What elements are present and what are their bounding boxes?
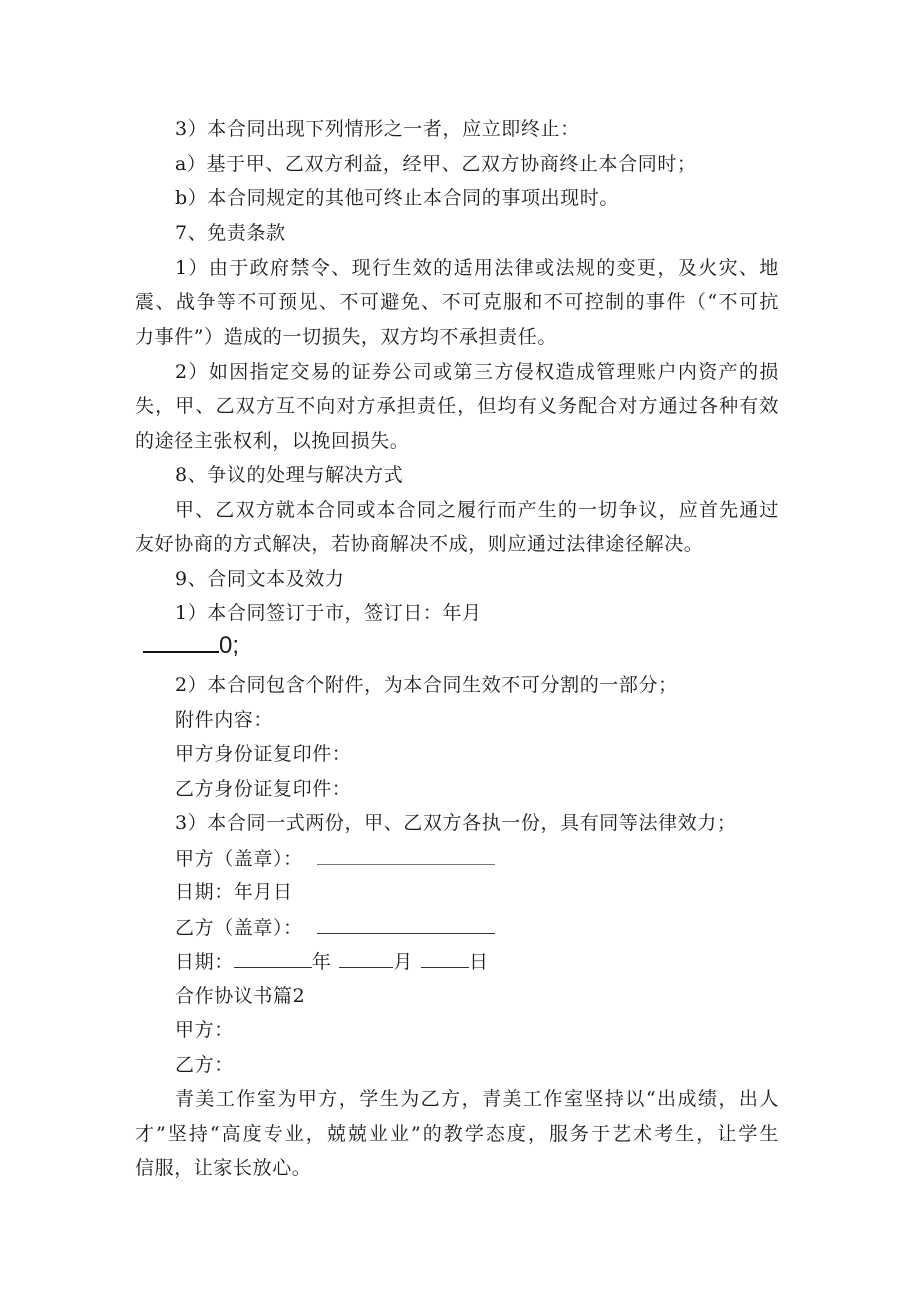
party-a-date: 日期：年月日 [175,881,293,903]
party-a-id-copy: 甲方身份证复印件： [175,743,352,765]
force-majeure-text-1: 1）由于政府禁令、现行生效的适用法律或法规的变更，及火灾、地 [175,257,779,279]
attachments-heading: 附件内容： [175,709,274,731]
studio-intro-line-2 [135,1122,779,1146]
year-label: 年 [311,951,332,973]
year-blank [234,949,312,968]
party-b-seal-line [175,915,495,940]
section-8-heading: 8、争议的处理与解决方式 [175,464,404,486]
termination-item-b: b）本合同规定的其他可终止本合同的事项出现时。 [175,187,619,209]
party-a-seal-line [175,846,495,871]
blank-underline [143,633,219,653]
day-label: 日 [469,951,489,973]
third-party-line-2 [135,394,779,418]
force-majeure-line-2 [135,290,779,314]
studio-intro-text-2: 才”坚持“高度专业，兢兢业业”的教学态度，服务于艺术考生，让学生 [135,1123,779,1145]
party-a-label: 甲方： [175,1019,234,1041]
party-b-label: 乙方： [175,1054,234,1076]
month-label: 月 [393,951,414,973]
party-a-seal-label: 甲方（盖章）： [175,848,303,870]
copies-clause: 3）本合同一式两份，甲、乙双方各执一份，具有同等法律效力； [175,812,737,834]
party-b-seal-label: 乙方（盖章）： [175,917,303,939]
dispute-text-1: 甲、乙双方就本合同或本合同之履行而产生的一切争议，应首先通过 [175,499,779,521]
date-prefix: 日期： [175,951,234,973]
force-majeure-line-1 [175,256,779,280]
blank-date-line [143,633,239,663]
party-b-seal-blank [317,915,495,934]
termination-item-a: a）基于甲、乙双方利益，经甲、乙双方协商终止本合同时； [175,153,697,175]
studio-intro-line-3: 信服，让家长放心。 [135,1157,312,1179]
signing-place-line: 1）本合同签订于市，签订日：年月 [175,602,482,624]
third-party-line-1 [175,360,779,384]
day-blank [421,949,469,968]
third-party-text-2: 失，甲、乙双方互不向对方承担责任，但均有义务配合对方通过各种有效 [135,395,779,417]
party-b-date-line [175,949,489,974]
third-party-line-3: 的途径主张权利，以挽回损失。 [135,430,410,452]
section-9-heading: 9、合同文本及效力 [175,568,345,590]
dispute-line-1 [175,498,779,522]
party-a-seal-blank [317,846,495,865]
agreement-2-title: 合作协议书篇2 [175,985,306,1007]
termination-clause-heading: 3）本合同出现下列情形之一者，应立即终止： [175,118,580,140]
studio-intro-line-1 [175,1087,779,1111]
blank-date-suffix: 0; [219,632,240,659]
dispute-line-2: 友好协商的方式解决，若协商解决不成，则应通过法律途径解决。 [135,533,704,555]
section-7-heading: 7、免责条款 [175,222,286,244]
month-blank [339,949,393,968]
force-majeure-line-3: 力事件”）造成的一切损失，双方均不承担责任。 [135,326,557,348]
party-b-id-copy: 乙方身份证复印件： [175,778,352,800]
studio-intro-text-1: 青美工作室为甲方，学生为乙方，青美工作室坚持以“出成绩，出人 [175,1088,779,1110]
force-majeure-text-2: 震、战争等不可预见、不可避免、不可克服和不可控制的事件（“不可抗 [135,291,779,313]
attachments-clause: 2）本合同包含个附件，为本合同生效不可分割的一部分； [175,674,678,696]
third-party-text-1: 2）如因指定交易的证券公司或第三方侵权造成管理账户内资产的损 [175,361,779,383]
